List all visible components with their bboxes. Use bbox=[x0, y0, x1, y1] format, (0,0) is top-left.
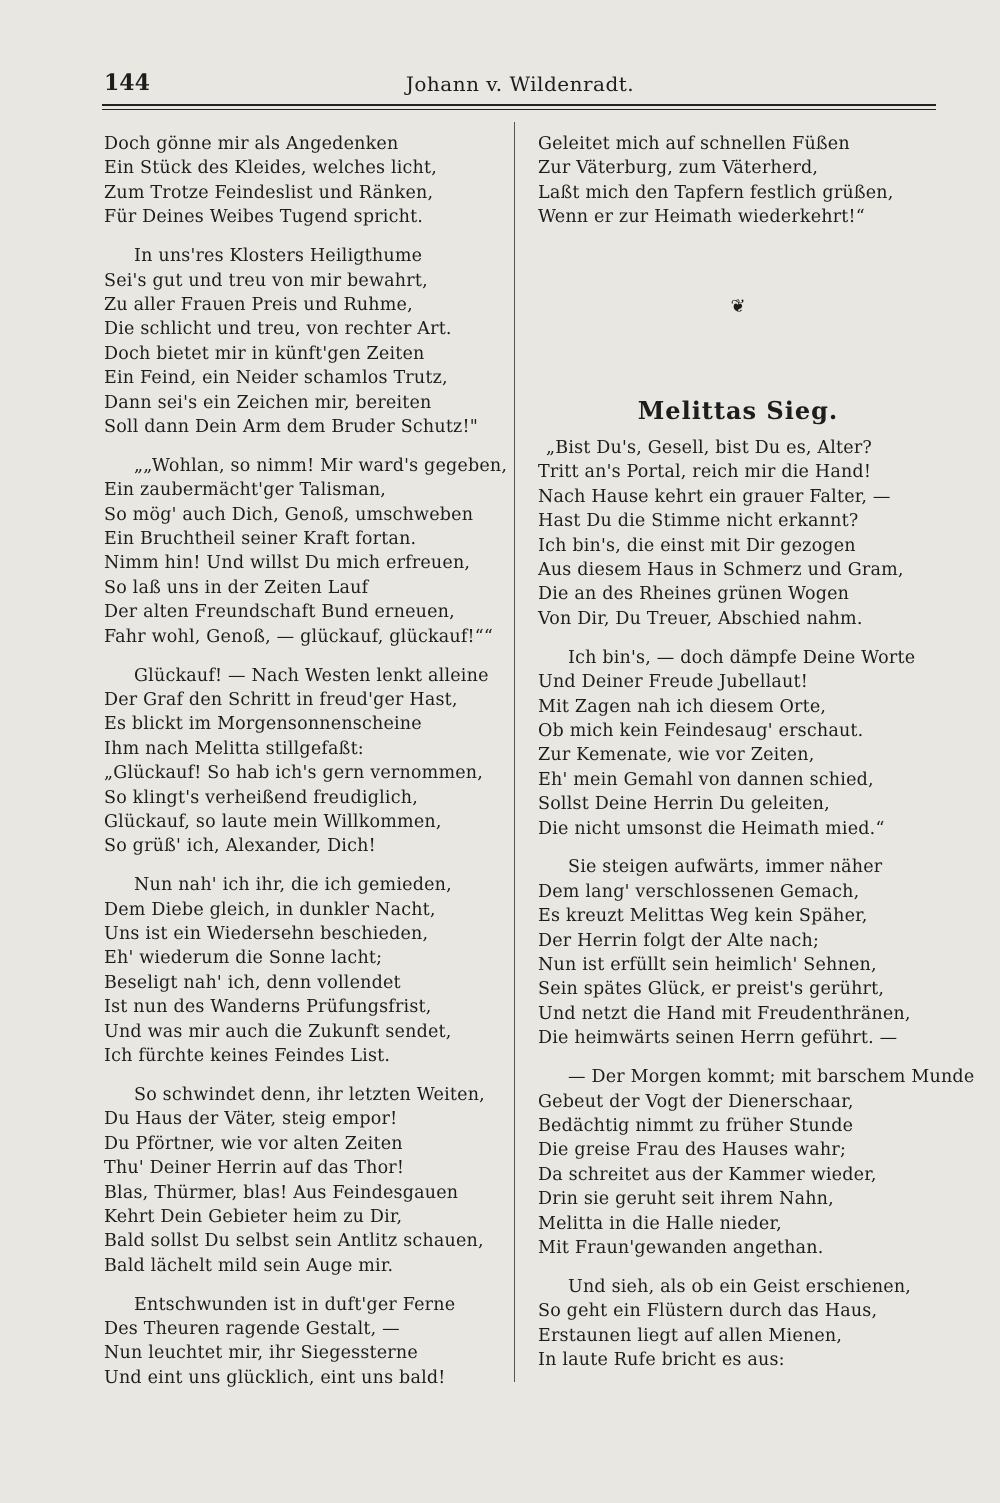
verse-line: Und netzt die Hand mit Freudenthränen, bbox=[538, 1003, 911, 1024]
verse-line: Und was mir auch die Zukunft sendet, bbox=[104, 1021, 452, 1042]
verse-line: Aus diesem Haus in Schmerz und Gram, bbox=[538, 560, 904, 580]
verse-line: Die heimwärts seinen Herrn geführt. — bbox=[538, 1028, 898, 1049]
verse-line: Doch bietet mir in künft'gen Zeiten bbox=[104, 343, 425, 364]
verse-line: Eh' wiederum die Sonne lacht; bbox=[104, 948, 383, 969]
verse-line: Drin sie geruht seit ihrem Nahn, bbox=[538, 1189, 834, 1210]
verse-line: Von Dir, Du Treuer, Abschied nahm. bbox=[538, 608, 863, 629]
verse-line: Zur Väterburg, zum Väterherd, bbox=[538, 158, 819, 179]
verse-line: Mit Fraun'gewanden angethan. bbox=[538, 1237, 824, 1258]
verse-line: Nun nah' ich ihr, die ich gemieden, bbox=[134, 875, 452, 896]
verse-line: Mit Zagen nah ich diesem Orte, bbox=[538, 696, 827, 717]
verse-line: Gebeut der Vogt der Dienerschaar, bbox=[538, 1091, 854, 1112]
verse-line: Ist nun des Wanderns Prüfungsfrist, bbox=[104, 997, 432, 1018]
verse-line: Und Deiner Freude Jubellaut! bbox=[538, 672, 808, 693]
verse-line: Die an des Rheines grünen Wogen bbox=[538, 584, 850, 605]
verse-line: Hast Du die Stimme nicht erkannt? bbox=[538, 511, 859, 532]
running-head: Johann v. Wildenradt. bbox=[405, 72, 635, 96]
verse-line: Glückauf, so laute mein Willkommen, bbox=[104, 811, 442, 832]
verse-line: Soll dann Dein Arm dem Bruder Schutz!" bbox=[104, 416, 478, 437]
verse-line: Der Herrin folgt der Alte nach; bbox=[538, 930, 820, 951]
column-divider bbox=[514, 122, 515, 1382]
verse-line: Ein Bruchtheil seiner Kraft fortan. bbox=[104, 529, 417, 549]
verse-line: So schwindet denn, ihr letzten Weiten, bbox=[134, 1084, 485, 1105]
verse-line: In laute Rufe bricht es aus: bbox=[538, 1350, 785, 1370]
verse-line: „„Wohlan, so nimm! Mir ward's gegeben, bbox=[134, 455, 508, 476]
page-header bbox=[104, 70, 936, 104]
verse-line: Glückauf! — Nach Westen lenkt alleine bbox=[134, 665, 489, 686]
verse-line: Dem lang' verschlossenen Gemach, bbox=[538, 881, 860, 902]
verse-line: So laß uns in der Zeiten Lauf bbox=[104, 577, 369, 598]
verse-line: Ein Stück des Kleides, welches licht, bbox=[104, 158, 438, 179]
verse-line: Dann sei's ein Zeichen mir, bereiten bbox=[104, 392, 432, 413]
verse-line: Und eint uns glücklich, eint uns bald! bbox=[104, 1367, 446, 1388]
verse-line: Wenn er zur Heimath wiederkehrt!“ bbox=[538, 207, 865, 228]
poem-title: Melittas Sieg. bbox=[637, 396, 839, 425]
verse-line: Laßt mich den Tapfern festlich grüßen, bbox=[538, 182, 894, 203]
verse-line: Melitta in die Halle nieder, bbox=[538, 1213, 782, 1234]
page-number: 144 bbox=[104, 70, 150, 96]
verse-line: Des Theuren ragende Gestalt, — bbox=[104, 1319, 400, 1339]
verse-line: Erstaunen liegt auf allen Mienen, bbox=[538, 1325, 843, 1346]
verse-line: So mög' auch Dich, Genoß, umschweben bbox=[104, 504, 474, 525]
verse-line: Die nicht umsonst die Heimath mied.“ bbox=[538, 818, 885, 839]
verse-line: Eh' mein Gemahl von dannen schied, bbox=[538, 769, 874, 790]
verse-line: Sie steigen aufwärts, immer näher bbox=[568, 857, 883, 878]
verse-line: Es blickt im Morgensonnenscheine bbox=[104, 714, 422, 735]
verse-line: Du Haus der Väter, steig empor! bbox=[104, 1109, 398, 1130]
verse-line: — Der Morgen kommt; mit barschem Munde bbox=[568, 1067, 975, 1088]
verse-line: So geht ein Flüstern durch das Haus, bbox=[538, 1301, 878, 1322]
verse-line: Entschwunden ist in duft'ger Ferne bbox=[134, 1294, 456, 1315]
verse-line: Die schlicht und treu, von rechter Art. bbox=[104, 319, 452, 340]
verse-line: Blas, Thürmer, blas! Aus Feindesgauen bbox=[104, 1182, 459, 1203]
verse-line: Zu aller Frauen Preis und Ruhme, bbox=[104, 294, 413, 315]
verse-line: Ich bin's, die einst mit Dir gezogen bbox=[538, 535, 856, 556]
verse-line: So klingt's verheißend freudiglich, bbox=[104, 787, 418, 808]
verse-line: So grüß' ich, Alexander, Dich! bbox=[104, 836, 376, 857]
verse-line: Da schreitet aus der Kammer wieder, bbox=[538, 1164, 877, 1185]
verse-line: Nun ist erfüllt sein heimlich' Sehnen, bbox=[538, 955, 877, 975]
verse-line: Beseligt nah' ich, denn vollendet bbox=[104, 972, 401, 993]
verse-line: Thu' Deiner Herrin auf das Thor! bbox=[104, 1158, 405, 1179]
verse-line: Für Deines Weibes Tugend spricht. bbox=[104, 207, 424, 228]
verse-line: „Bist Du's, Gesell, bist Du es, Alter? bbox=[546, 438, 872, 458]
verse-line: Bald lächelt mild sein Auge mir. bbox=[104, 1255, 394, 1276]
verse-line: Zum Trotze Feindeslist und Ränken, bbox=[104, 182, 434, 203]
verse-line: In uns'res Klosters Heiligthume bbox=[134, 246, 423, 267]
verse-line: Die greise Frau des Hauses wahr; bbox=[538, 1140, 847, 1161]
verse-line: Kehrt Dein Gebieter heim zu Dir, bbox=[104, 1206, 403, 1227]
verse-line: Du Pförtner, wie vor alten Zeiten bbox=[104, 1133, 403, 1154]
verse-line: Doch gönne mir als Angedenken bbox=[104, 134, 399, 154]
verse-line: Es kreuzt Melittas Weg kein Späher, bbox=[538, 906, 868, 927]
verse-line: Zur Kemenate, wie vor Zeiten, bbox=[538, 745, 815, 766]
verse-line: Ich fürchte keines Feindes List. bbox=[104, 1046, 391, 1066]
verse-line: Ein Feind, ein Neider schamlos Trutz, bbox=[104, 368, 448, 389]
verse-line: Und sieh, als ob ein Geist erschienen, bbox=[568, 1276, 912, 1297]
verse-line: Ihm nach Melitta stillgefaßt: bbox=[104, 738, 364, 759]
verse-line: Ich bin's, — doch dämpfe Deine Worte bbox=[568, 647, 916, 668]
verse-line: Der Graf den Schritt in freud'ger Hast, bbox=[104, 689, 458, 710]
header-rule bbox=[102, 104, 936, 110]
verse-line: Ob mich kein Feindesaug' erschaut. bbox=[538, 720, 864, 741]
verse-line: „Glückauf! So hab ich's gern vernommen, bbox=[104, 763, 484, 784]
verse-line: Bedächtig nimmt zu früher Stunde bbox=[538, 1115, 854, 1136]
verse-line: Nun leuchtet mir, ihr Siegessterne bbox=[104, 1343, 418, 1364]
verse-line: Ein zaubermächt'ger Talisman, bbox=[104, 480, 387, 501]
verse-line: Sei's gut und treu von mir bewahrt, bbox=[104, 270, 428, 291]
verse-line: Bald sollst Du selbst sein Antlitz schauen, bbox=[104, 1231, 484, 1252]
verse-line: Geleitet mich auf schnellen Füßen bbox=[538, 134, 850, 154]
verse-line: Nach Hause kehrt ein grauer Falter, — bbox=[538, 486, 891, 507]
verse-line: Nimm hin! Und willst Du mich erfreuen, bbox=[104, 553, 471, 574]
verse-line: Sein spätes Glück, er preist's gerührt, bbox=[538, 979, 885, 1000]
verse-line: Tritt an's Portal, reich mir die Hand! bbox=[538, 462, 872, 483]
verse-line: Fahr wohl, Genoß, — glückauf, glückauf!““ bbox=[104, 626, 494, 647]
verse-line: Dem Diebe gleich, in dunkler Nacht, bbox=[104, 899, 436, 920]
verse-line: Sollst Deine Herrin Du geleiten, bbox=[538, 794, 830, 815]
ornament-icon: ❦ bbox=[730, 296, 746, 317]
verse-line: Uns ist ein Wiedersehn beschieden, bbox=[104, 924, 429, 944]
verse-line: Der alten Freundschaft Bund erneuen, bbox=[104, 602, 455, 623]
